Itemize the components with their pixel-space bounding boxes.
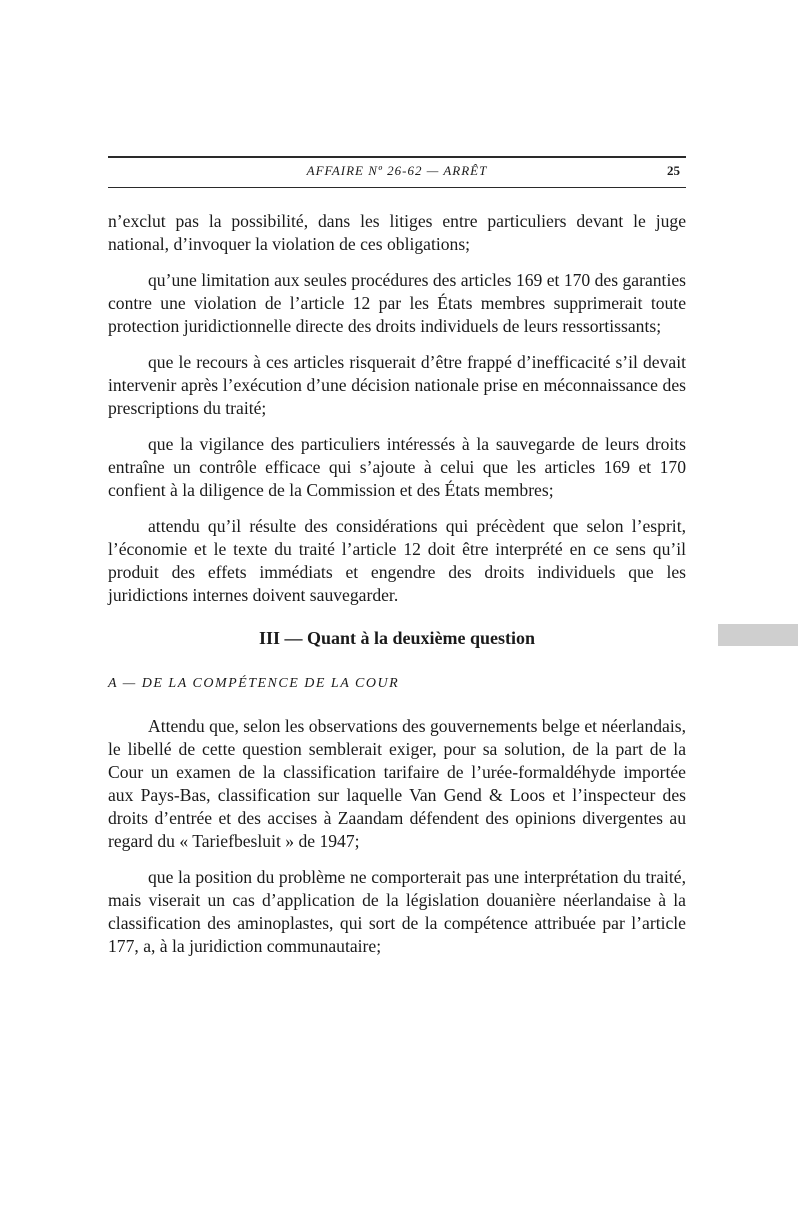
paragraph: attendu qu’il résulte des considérations qui précèdent que selon l’esprit, l’économie et le texte du traité l’article 12 doit être interprété en ce sens qu’il produit des effets immédiats et engendre des droits individuels que les juridictions internes doivent sauvegarder. [108, 516, 686, 605]
section-heading: III — Quant à la deuxième question [258, 628, 536, 648]
header-rule-top [108, 156, 686, 158]
body-text [108, 210, 686, 971]
running-header [108, 163, 686, 183]
page-number: 25 [667, 163, 680, 178]
paragraph: qu’une limitation aux seules procédures des articles 169 et 170 des garanties contre une violation de l’article 12 par les États membres supprimerait toute protection juridictionnelle directe des droits individuels de leurs ressortissants; [108, 270, 686, 336]
paragraph: Attendu que, selon les observations des gouvernements belge et néerlandais, le libellé de cette question semblerait exiger, pour sa solution, de la part de la Cour un examen de la classification tarifaire de l’urée-formaldéhyde importée aux Pays-Bas, classification sur laquelle Van Gend & Loos et l’inspecteur des droits d’entrée et des accises à Zaandam défendent des opinions divergentes au regard du « Tariefbesluit » de 1947; [108, 716, 686, 851]
header-rule-bottom [108, 187, 686, 188]
paragraph: que le recours à ces articles risquerait d’être frappé d’inefficacité s’il devait intervenir après l’exécution d’une décision nationale prise en méconnaissance des prescriptions du traité; [108, 352, 686, 418]
subsection-heading: A — DE LA COMPÉTENCE DE LA COUR [108, 676, 400, 691]
paragraph: n’exclut pas la possibilité, dans les litiges entre particuliers devant le juge national, d’invoquer la violation de ces obligations; [108, 211, 686, 254]
side-tab-marker [718, 624, 798, 646]
paragraph: que la position du problème ne comporterait pas une interprétation du traité, mais viserait un cas d’application de la législation douanière néerlandaise à la classification des aminoplastes, qui sort de la compétence attribuée par l’article 177, a, à la juridiction communautaire; [108, 867, 686, 956]
running-title: AFFAIRE Nº 26-62 — ARRÊT [306, 163, 488, 178]
paragraph: que la vigilance des particuliers intéressés à la sauvegarde de leurs droits entraîne un contrôle efficace qui s’ajoute à celui que les articles 169 et 170 confient à la diligence de la Commission et des États membres; [108, 434, 686, 500]
